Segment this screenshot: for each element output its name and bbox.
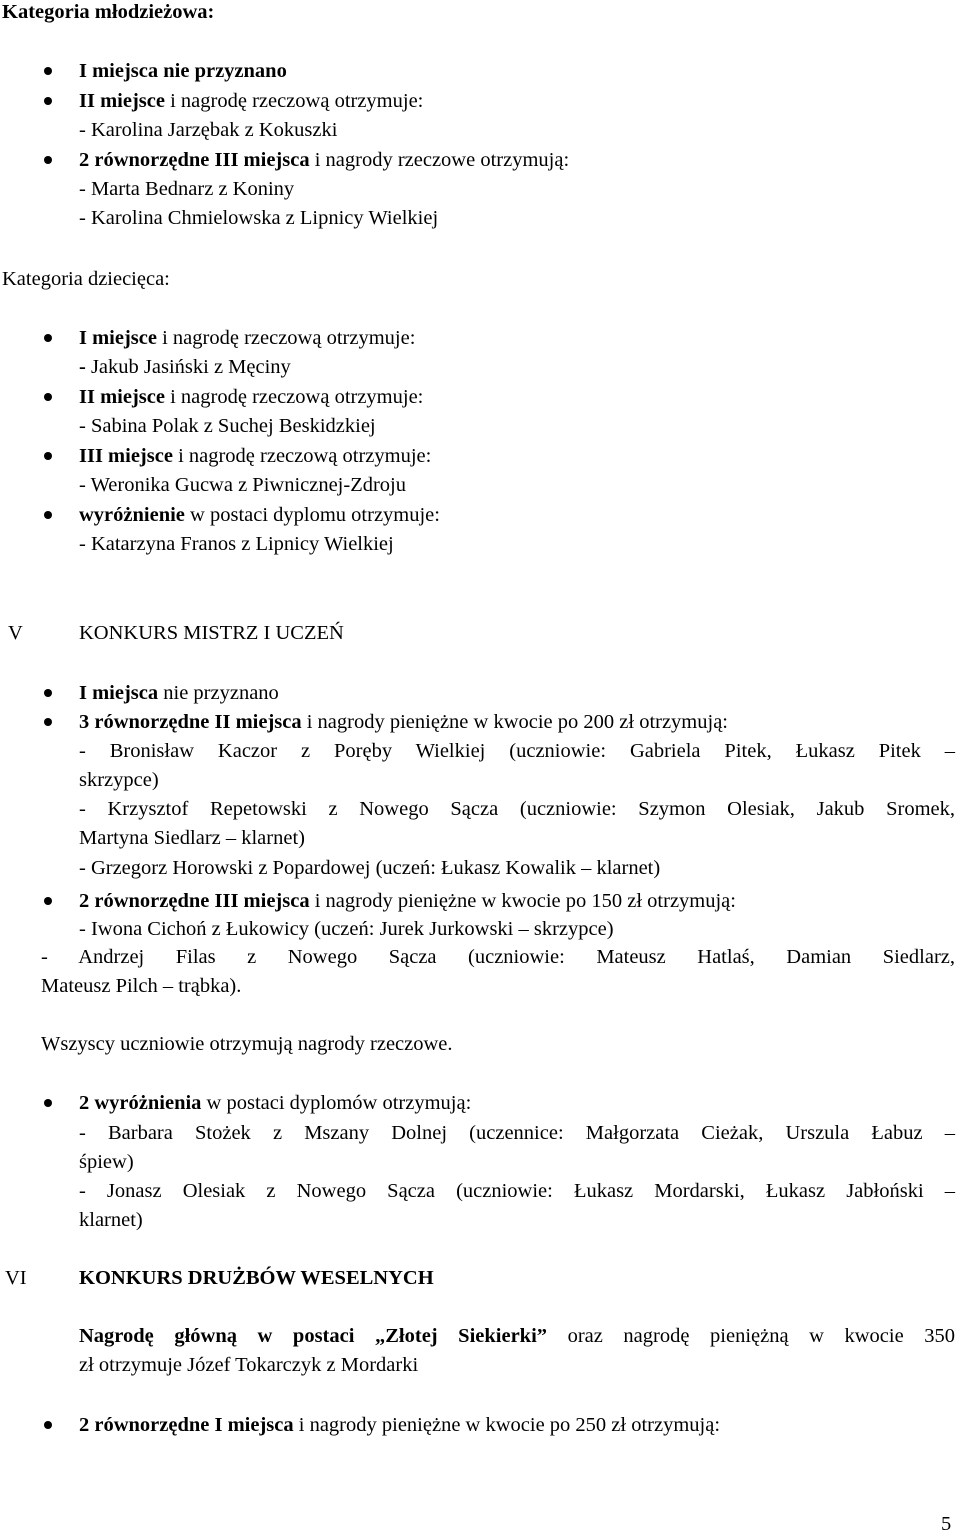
- s6-paragraph-line-1: Nagrodę główną w postaci „Złotej Siekierki” oraz nagrodę pieniężną w kwocie 350: [79, 1325, 956, 1347]
- section-6-number: VI: [5, 1267, 27, 1289]
- s5-winner-2-line-1: - Krzysztof Repetowski z Nowego Sącza (uczniowie: Szymon Olesiak, Jakub Sromek,: [79, 798, 955, 820]
- bullet: [44, 452, 52, 460]
- bullet: [44, 718, 52, 726]
- s5-winner-5-line-2: Mateusz Pilch – trąbka).: [41, 975, 242, 997]
- bullet: [44, 511, 52, 519]
- children-heading: Kategoria dziecięca:: [2, 268, 170, 290]
- bullet: [44, 97, 52, 105]
- children-item-3: III miejsce i nagrodę rzeczową otrzymuje:: [79, 445, 432, 467]
- s6-paragraph-line-2: zł otrzymuje Józef Tokarczyk z Mordarki: [79, 1354, 419, 1376]
- s5-item-4: 2 wyróżnienia w postaci dyplomów otrzymują:: [79, 1092, 472, 1114]
- section-5-title: KONKURS MISTRZ I UCZEŃ: [79, 622, 344, 644]
- page-number: 5: [941, 1513, 952, 1535]
- s5-winner-6-line-1: - Barbara Stożek z Mszany Dolnej (uczennice: Małgorzata Cieżak, Urszula Łabuz –: [79, 1122, 955, 1144]
- section-5-number: V: [8, 622, 23, 644]
- youth-winner-2: - Marta Bednarz z Koniny: [79, 178, 295, 200]
- bullet: [44, 689, 52, 697]
- children-winner-4: - Katarzyna Franos z Lipnicy Wielkiej: [79, 533, 394, 555]
- section-6-title: KONKURS DRUŻBÓW WESELNYCH: [79, 1267, 434, 1289]
- youth-item-3: 2 równorzędne III miejsca i nagrody rzeczowe otrzymują:: [79, 149, 570, 171]
- children-item-2: II miejsce i nagrodę rzeczową otrzymuje:: [79, 386, 424, 408]
- s5-item-3: 2 równorzędne III miejsca i nagrody pieniężne w kwocie po 150 zł otrzymują:: [79, 890, 736, 912]
- bullet: [44, 334, 52, 342]
- s5-note: Wszyscy uczniowie otrzymują nagrody rzeczowe.: [41, 1033, 453, 1055]
- children-item-1: I miejsce i nagrodę rzeczową otrzymuje:: [79, 327, 416, 349]
- s6-item-1: 2 równorzędne I miejsca i nagrody pieniężne w kwocie po 250 zł otrzymują:: [79, 1414, 721, 1436]
- bullet: [44, 1421, 52, 1429]
- s5-winner-6-line-2: śpiew): [79, 1151, 134, 1173]
- s5-winner-2-line-2: Martyna Siedlarz – klarnet): [79, 827, 305, 849]
- bullet: [44, 393, 52, 401]
- youth-item-1: I miejsca nie przyznano: [79, 60, 287, 82]
- bullet: [44, 897, 52, 905]
- children-item-4: wyróżnienie w postaci dyplomu otrzymuje:: [79, 504, 440, 526]
- s5-item-1: I miejsca nie przyznano: [79, 682, 279, 704]
- bullet: [44, 156, 52, 164]
- s5-winner-5-line-1: - Andrzej Filas z Nowego Sącza (uczniowie: Mateusz Hatlaś, Damian Siedlarz,: [41, 946, 955, 968]
- bullet: [44, 1099, 52, 1107]
- s5-winner-7-line-1: - Jonasz Olesiak z Nowego Sącza (uczniowie: Łukasz Mordarski, Łukasz Jabłoński –: [79, 1180, 955, 1202]
- s5-item-2: 3 równorzędne II miejsca i nagrody pieniężne w kwocie po 200 zł otrzymują:: [79, 711, 728, 733]
- s5-winner-4: - Iwona Cichoń z Łukowicy (uczeń: Jurek Jurkowski – skrzypce): [79, 918, 614, 940]
- youth-item-2: II miejsce i nagrodę rzeczową otrzymuje:: [79, 90, 424, 112]
- s5-winner-1-line-2: skrzypce): [79, 769, 159, 791]
- youth-heading: Kategoria młodzieżowa:: [2, 1, 215, 23]
- bullet: [44, 67, 52, 75]
- s5-winner-3: - Grzegorz Horowski z Popardowej (uczeń: Łukasz Kowalik – klarnet): [79, 857, 661, 879]
- children-winner-1: - Jakub Jasiński z Męciny: [79, 356, 291, 378]
- youth-winner-1: - Karolina Jarzębak z Kokuszki: [79, 119, 338, 141]
- children-winner-3: - Weronika Gucwa z Piwnicznej-Zdroju: [79, 474, 406, 496]
- youth-winner-3: - Karolina Chmielowska z Lipnicy Wielkiej: [79, 207, 439, 229]
- children-winner-2: - Sabina Polak z Suchej Beskidzkiej: [79, 415, 376, 437]
- s5-winner-7-line-2: klarnet): [79, 1209, 143, 1231]
- s5-winner-1-line-1: - Bronisław Kaczor z Poręby Wielkiej (uczniowie: Gabriela Pitek, Łukasz Pitek –: [79, 740, 955, 762]
